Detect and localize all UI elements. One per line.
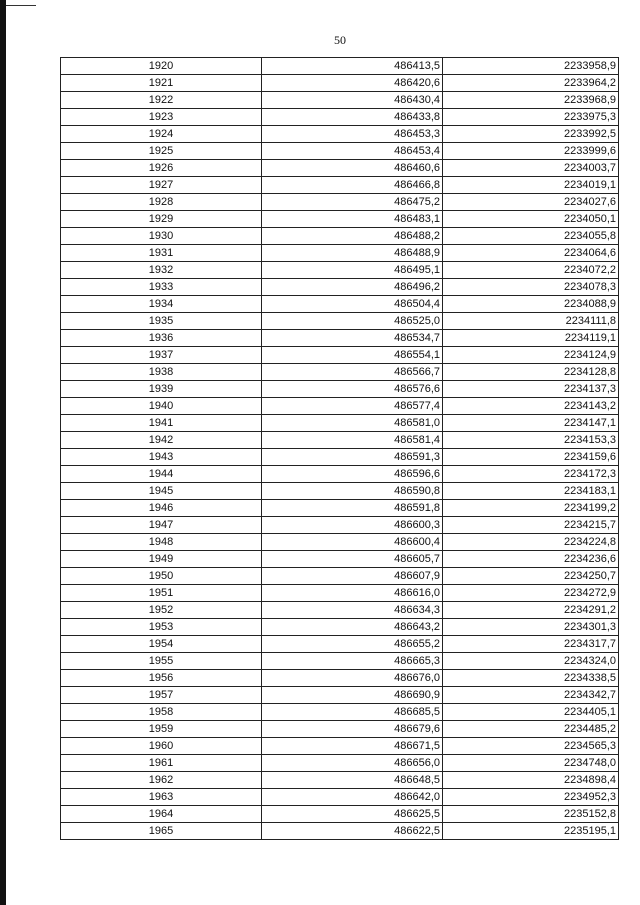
point-number-cell: 1964 bbox=[61, 806, 262, 823]
y-coordinate-cell: 2233992,5 bbox=[443, 126, 619, 143]
table-row bbox=[61, 670, 619, 687]
y-coordinate-cell: 2234072,2 bbox=[443, 262, 619, 279]
x-coordinate-cell: 486483,1 bbox=[262, 211, 443, 228]
y-coordinate-cell: 2235195,1 bbox=[443, 823, 619, 840]
table-row bbox=[61, 109, 619, 126]
x-coordinate-cell: 486679,6 bbox=[262, 721, 443, 738]
x-coordinate-cell: 486625,5 bbox=[262, 806, 443, 823]
x-coordinate-cell: 486591,8 bbox=[262, 500, 443, 517]
x-coordinate-cell: 486655,2 bbox=[262, 636, 443, 653]
x-coordinate-cell: 486591,3 bbox=[262, 449, 443, 466]
x-coordinate-cell: 486600,3 bbox=[262, 517, 443, 534]
x-coordinate-cell: 486453,4 bbox=[262, 143, 443, 160]
x-coordinate-cell: 486430,4 bbox=[262, 92, 443, 109]
table-row bbox=[61, 721, 619, 738]
point-number-cell: 1960 bbox=[61, 738, 262, 755]
table-row bbox=[61, 500, 619, 517]
point-number-cell: 1952 bbox=[61, 602, 262, 619]
table-row bbox=[61, 568, 619, 585]
x-coordinate-cell: 486577,4 bbox=[262, 398, 443, 415]
x-coordinate-cell: 486433,8 bbox=[262, 109, 443, 126]
y-coordinate-cell: 2234301,3 bbox=[443, 619, 619, 636]
point-number-cell: 1942 bbox=[61, 432, 262, 449]
x-coordinate-cell: 486665,3 bbox=[262, 653, 443, 670]
y-coordinate-cell: 2233958,9 bbox=[443, 58, 619, 75]
x-coordinate-cell: 486581,4 bbox=[262, 432, 443, 449]
y-coordinate-cell: 2234952,3 bbox=[443, 789, 619, 806]
table-row bbox=[61, 262, 619, 279]
y-coordinate-cell: 2234153,3 bbox=[443, 432, 619, 449]
point-number-cell: 1948 bbox=[61, 534, 262, 551]
table-row bbox=[61, 126, 619, 143]
x-coordinate-cell: 486656,0 bbox=[262, 755, 443, 772]
table-row bbox=[61, 177, 619, 194]
point-number-cell: 1963 bbox=[61, 789, 262, 806]
point-number-cell: 1931 bbox=[61, 245, 262, 262]
table-row bbox=[61, 296, 619, 313]
table-row bbox=[61, 313, 619, 330]
table-row bbox=[61, 534, 619, 551]
scan-corner-line bbox=[6, 5, 36, 6]
y-coordinate-cell: 2235152,8 bbox=[443, 806, 619, 823]
table-row bbox=[61, 449, 619, 466]
x-coordinate-cell: 486690,9 bbox=[262, 687, 443, 704]
table-row bbox=[61, 823, 619, 840]
point-number-cell: 1965 bbox=[61, 823, 262, 840]
y-coordinate-cell: 2234143,2 bbox=[443, 398, 619, 415]
point-number-cell: 1933 bbox=[61, 279, 262, 296]
y-coordinate-cell: 2234199,2 bbox=[443, 500, 619, 517]
y-coordinate-cell: 2234224,8 bbox=[443, 534, 619, 551]
point-number-cell: 1945 bbox=[61, 483, 262, 500]
point-number-cell: 1939 bbox=[61, 381, 262, 398]
table-row bbox=[61, 415, 619, 432]
table-row bbox=[61, 653, 619, 670]
x-coordinate-cell: 486495,1 bbox=[262, 262, 443, 279]
y-coordinate-cell: 2234236,6 bbox=[443, 551, 619, 568]
table-row bbox=[61, 381, 619, 398]
x-coordinate-cell: 486622,5 bbox=[262, 823, 443, 840]
point-number-cell: 1962 bbox=[61, 772, 262, 789]
x-coordinate-cell: 486581,0 bbox=[262, 415, 443, 432]
x-coordinate-cell: 486488,9 bbox=[262, 245, 443, 262]
y-coordinate-cell: 2234088,9 bbox=[443, 296, 619, 313]
y-coordinate-cell: 2234147,1 bbox=[443, 415, 619, 432]
point-number-cell: 1921 bbox=[61, 75, 262, 92]
table-row bbox=[61, 704, 619, 721]
point-number-cell: 1934 bbox=[61, 296, 262, 313]
table-row bbox=[61, 466, 619, 483]
table-row bbox=[61, 755, 619, 772]
table-row bbox=[61, 602, 619, 619]
y-coordinate-cell: 2234342,7 bbox=[443, 687, 619, 704]
y-coordinate-cell: 2233968,9 bbox=[443, 92, 619, 109]
table-row bbox=[61, 789, 619, 806]
y-coordinate-cell: 2234215,7 bbox=[443, 517, 619, 534]
point-number-cell: 1943 bbox=[61, 449, 262, 466]
table-row bbox=[61, 92, 619, 109]
table-row bbox=[61, 517, 619, 534]
y-coordinate-cell: 2234050,1 bbox=[443, 211, 619, 228]
point-number-cell: 1957 bbox=[61, 687, 262, 704]
x-coordinate-cell: 486466,8 bbox=[262, 177, 443, 194]
x-coordinate-cell: 486643,2 bbox=[262, 619, 443, 636]
x-coordinate-cell: 486504,4 bbox=[262, 296, 443, 313]
point-number-cell: 1956 bbox=[61, 670, 262, 687]
y-coordinate-cell: 2234317,7 bbox=[443, 636, 619, 653]
table-row bbox=[61, 279, 619, 296]
point-number-cell: 1936 bbox=[61, 330, 262, 347]
y-coordinate-cell: 2234078,3 bbox=[443, 279, 619, 296]
table-row bbox=[61, 432, 619, 449]
point-number-cell: 1935 bbox=[61, 313, 262, 330]
table-row bbox=[61, 330, 619, 347]
table-row bbox=[61, 143, 619, 160]
table-row bbox=[61, 75, 619, 92]
x-coordinate-cell: 486420,6 bbox=[262, 75, 443, 92]
y-coordinate-cell: 2233999,6 bbox=[443, 143, 619, 160]
table-row bbox=[61, 245, 619, 262]
x-coordinate-cell: 486616,0 bbox=[262, 585, 443, 602]
page-number: 50 bbox=[334, 33, 346, 47]
y-coordinate-cell: 2234485,2 bbox=[443, 721, 619, 738]
x-coordinate-cell: 486648,5 bbox=[262, 772, 443, 789]
y-coordinate-cell: 2234128,8 bbox=[443, 364, 619, 381]
x-coordinate-cell: 486576,6 bbox=[262, 381, 443, 398]
point-number-cell: 1928 bbox=[61, 194, 262, 211]
y-coordinate-cell: 2234019,1 bbox=[443, 177, 619, 194]
point-number-cell: 1959 bbox=[61, 721, 262, 738]
table-row bbox=[61, 228, 619, 245]
y-coordinate-cell: 2234565,3 bbox=[443, 738, 619, 755]
point-number-cell: 1947 bbox=[61, 517, 262, 534]
point-number-cell: 1937 bbox=[61, 347, 262, 364]
table-row bbox=[61, 551, 619, 568]
y-coordinate-cell: 2234272,9 bbox=[443, 585, 619, 602]
table-row bbox=[61, 772, 619, 789]
coordinates-table-body bbox=[61, 58, 619, 840]
table-row bbox=[61, 211, 619, 228]
point-number-cell: 1946 bbox=[61, 500, 262, 517]
point-number-cell: 1923 bbox=[61, 109, 262, 126]
point-number-cell: 1924 bbox=[61, 126, 262, 143]
point-number-cell: 1953 bbox=[61, 619, 262, 636]
x-coordinate-cell: 486607,9 bbox=[262, 568, 443, 585]
point-number-cell: 1925 bbox=[61, 143, 262, 160]
x-coordinate-cell: 486475,2 bbox=[262, 194, 443, 211]
y-coordinate-cell: 2234159,6 bbox=[443, 449, 619, 466]
table-row bbox=[61, 619, 619, 636]
point-number-cell: 1955 bbox=[61, 653, 262, 670]
x-coordinate-cell: 486685,5 bbox=[262, 704, 443, 721]
y-coordinate-cell: 2234338,5 bbox=[443, 670, 619, 687]
y-coordinate-cell: 2233975,3 bbox=[443, 109, 619, 126]
point-number-cell: 1961 bbox=[61, 755, 262, 772]
y-coordinate-cell: 2234064,6 bbox=[443, 245, 619, 262]
point-number-cell: 1922 bbox=[61, 92, 262, 109]
x-coordinate-cell: 486600,4 bbox=[262, 534, 443, 551]
point-number-cell: 1930 bbox=[61, 228, 262, 245]
table-row bbox=[61, 738, 619, 755]
y-coordinate-cell: 2234250,7 bbox=[443, 568, 619, 585]
table-row bbox=[61, 58, 619, 75]
y-coordinate-cell: 2234003,7 bbox=[443, 160, 619, 177]
scan-left-edge bbox=[0, 0, 6, 905]
table-row bbox=[61, 347, 619, 364]
y-coordinate-cell: 2234183,1 bbox=[443, 483, 619, 500]
y-coordinate-cell: 2234027,6 bbox=[443, 194, 619, 211]
table-row bbox=[61, 687, 619, 704]
y-coordinate-cell: 2234111,8 bbox=[443, 313, 619, 330]
y-coordinate-cell: 2234748,0 bbox=[443, 755, 619, 772]
y-coordinate-cell: 2234055,8 bbox=[443, 228, 619, 245]
table-row bbox=[61, 585, 619, 602]
point-number-cell: 1951 bbox=[61, 585, 262, 602]
table-row bbox=[61, 194, 619, 211]
point-number-cell: 1950 bbox=[61, 568, 262, 585]
point-number-cell: 1941 bbox=[61, 415, 262, 432]
x-coordinate-cell: 486634,3 bbox=[262, 602, 443, 619]
table-row bbox=[61, 398, 619, 415]
table-row bbox=[61, 636, 619, 653]
x-coordinate-cell: 486676,0 bbox=[262, 670, 443, 687]
x-coordinate-cell: 486488,2 bbox=[262, 228, 443, 245]
y-coordinate-cell: 2234405,1 bbox=[443, 704, 619, 721]
point-number-cell: 1958 bbox=[61, 704, 262, 721]
coordinates-table bbox=[60, 57, 619, 840]
x-coordinate-cell: 486496,2 bbox=[262, 279, 443, 296]
point-number-cell: 1932 bbox=[61, 262, 262, 279]
point-number-cell: 1938 bbox=[61, 364, 262, 381]
table-row bbox=[61, 160, 619, 177]
table-row bbox=[61, 483, 619, 500]
point-number-cell: 1940 bbox=[61, 398, 262, 415]
point-number-cell: 1949 bbox=[61, 551, 262, 568]
point-number-cell: 1944 bbox=[61, 466, 262, 483]
point-number-cell: 1927 bbox=[61, 177, 262, 194]
x-coordinate-cell: 486642,0 bbox=[262, 789, 443, 806]
table-row bbox=[61, 364, 619, 381]
x-coordinate-cell: 486605,7 bbox=[262, 551, 443, 568]
y-coordinate-cell: 2234898,4 bbox=[443, 772, 619, 789]
point-number-cell: 1926 bbox=[61, 160, 262, 177]
y-coordinate-cell: 2234119,1 bbox=[443, 330, 619, 347]
y-coordinate-cell: 2234172,3 bbox=[443, 466, 619, 483]
x-coordinate-cell: 486554,1 bbox=[262, 347, 443, 364]
y-coordinate-cell: 2234324,0 bbox=[443, 653, 619, 670]
x-coordinate-cell: 486534,7 bbox=[262, 330, 443, 347]
y-coordinate-cell: 2233964,2 bbox=[443, 75, 619, 92]
table-row bbox=[61, 806, 619, 823]
y-coordinate-cell: 2234137,3 bbox=[443, 381, 619, 398]
point-number-cell: 1920 bbox=[61, 58, 262, 75]
y-coordinate-cell: 2234124,9 bbox=[443, 347, 619, 364]
point-number-cell: 1954 bbox=[61, 636, 262, 653]
x-coordinate-cell: 486460,6 bbox=[262, 160, 443, 177]
point-number-cell: 1929 bbox=[61, 211, 262, 228]
x-coordinate-cell: 486413,5 bbox=[262, 58, 443, 75]
x-coordinate-cell: 486525,0 bbox=[262, 313, 443, 330]
y-coordinate-cell: 2234291,2 bbox=[443, 602, 619, 619]
x-coordinate-cell: 486671,5 bbox=[262, 738, 443, 755]
x-coordinate-cell: 486453,3 bbox=[262, 126, 443, 143]
x-coordinate-cell: 486590,8 bbox=[262, 483, 443, 500]
x-coordinate-cell: 486566,7 bbox=[262, 364, 443, 381]
x-coordinate-cell: 486596,6 bbox=[262, 466, 443, 483]
